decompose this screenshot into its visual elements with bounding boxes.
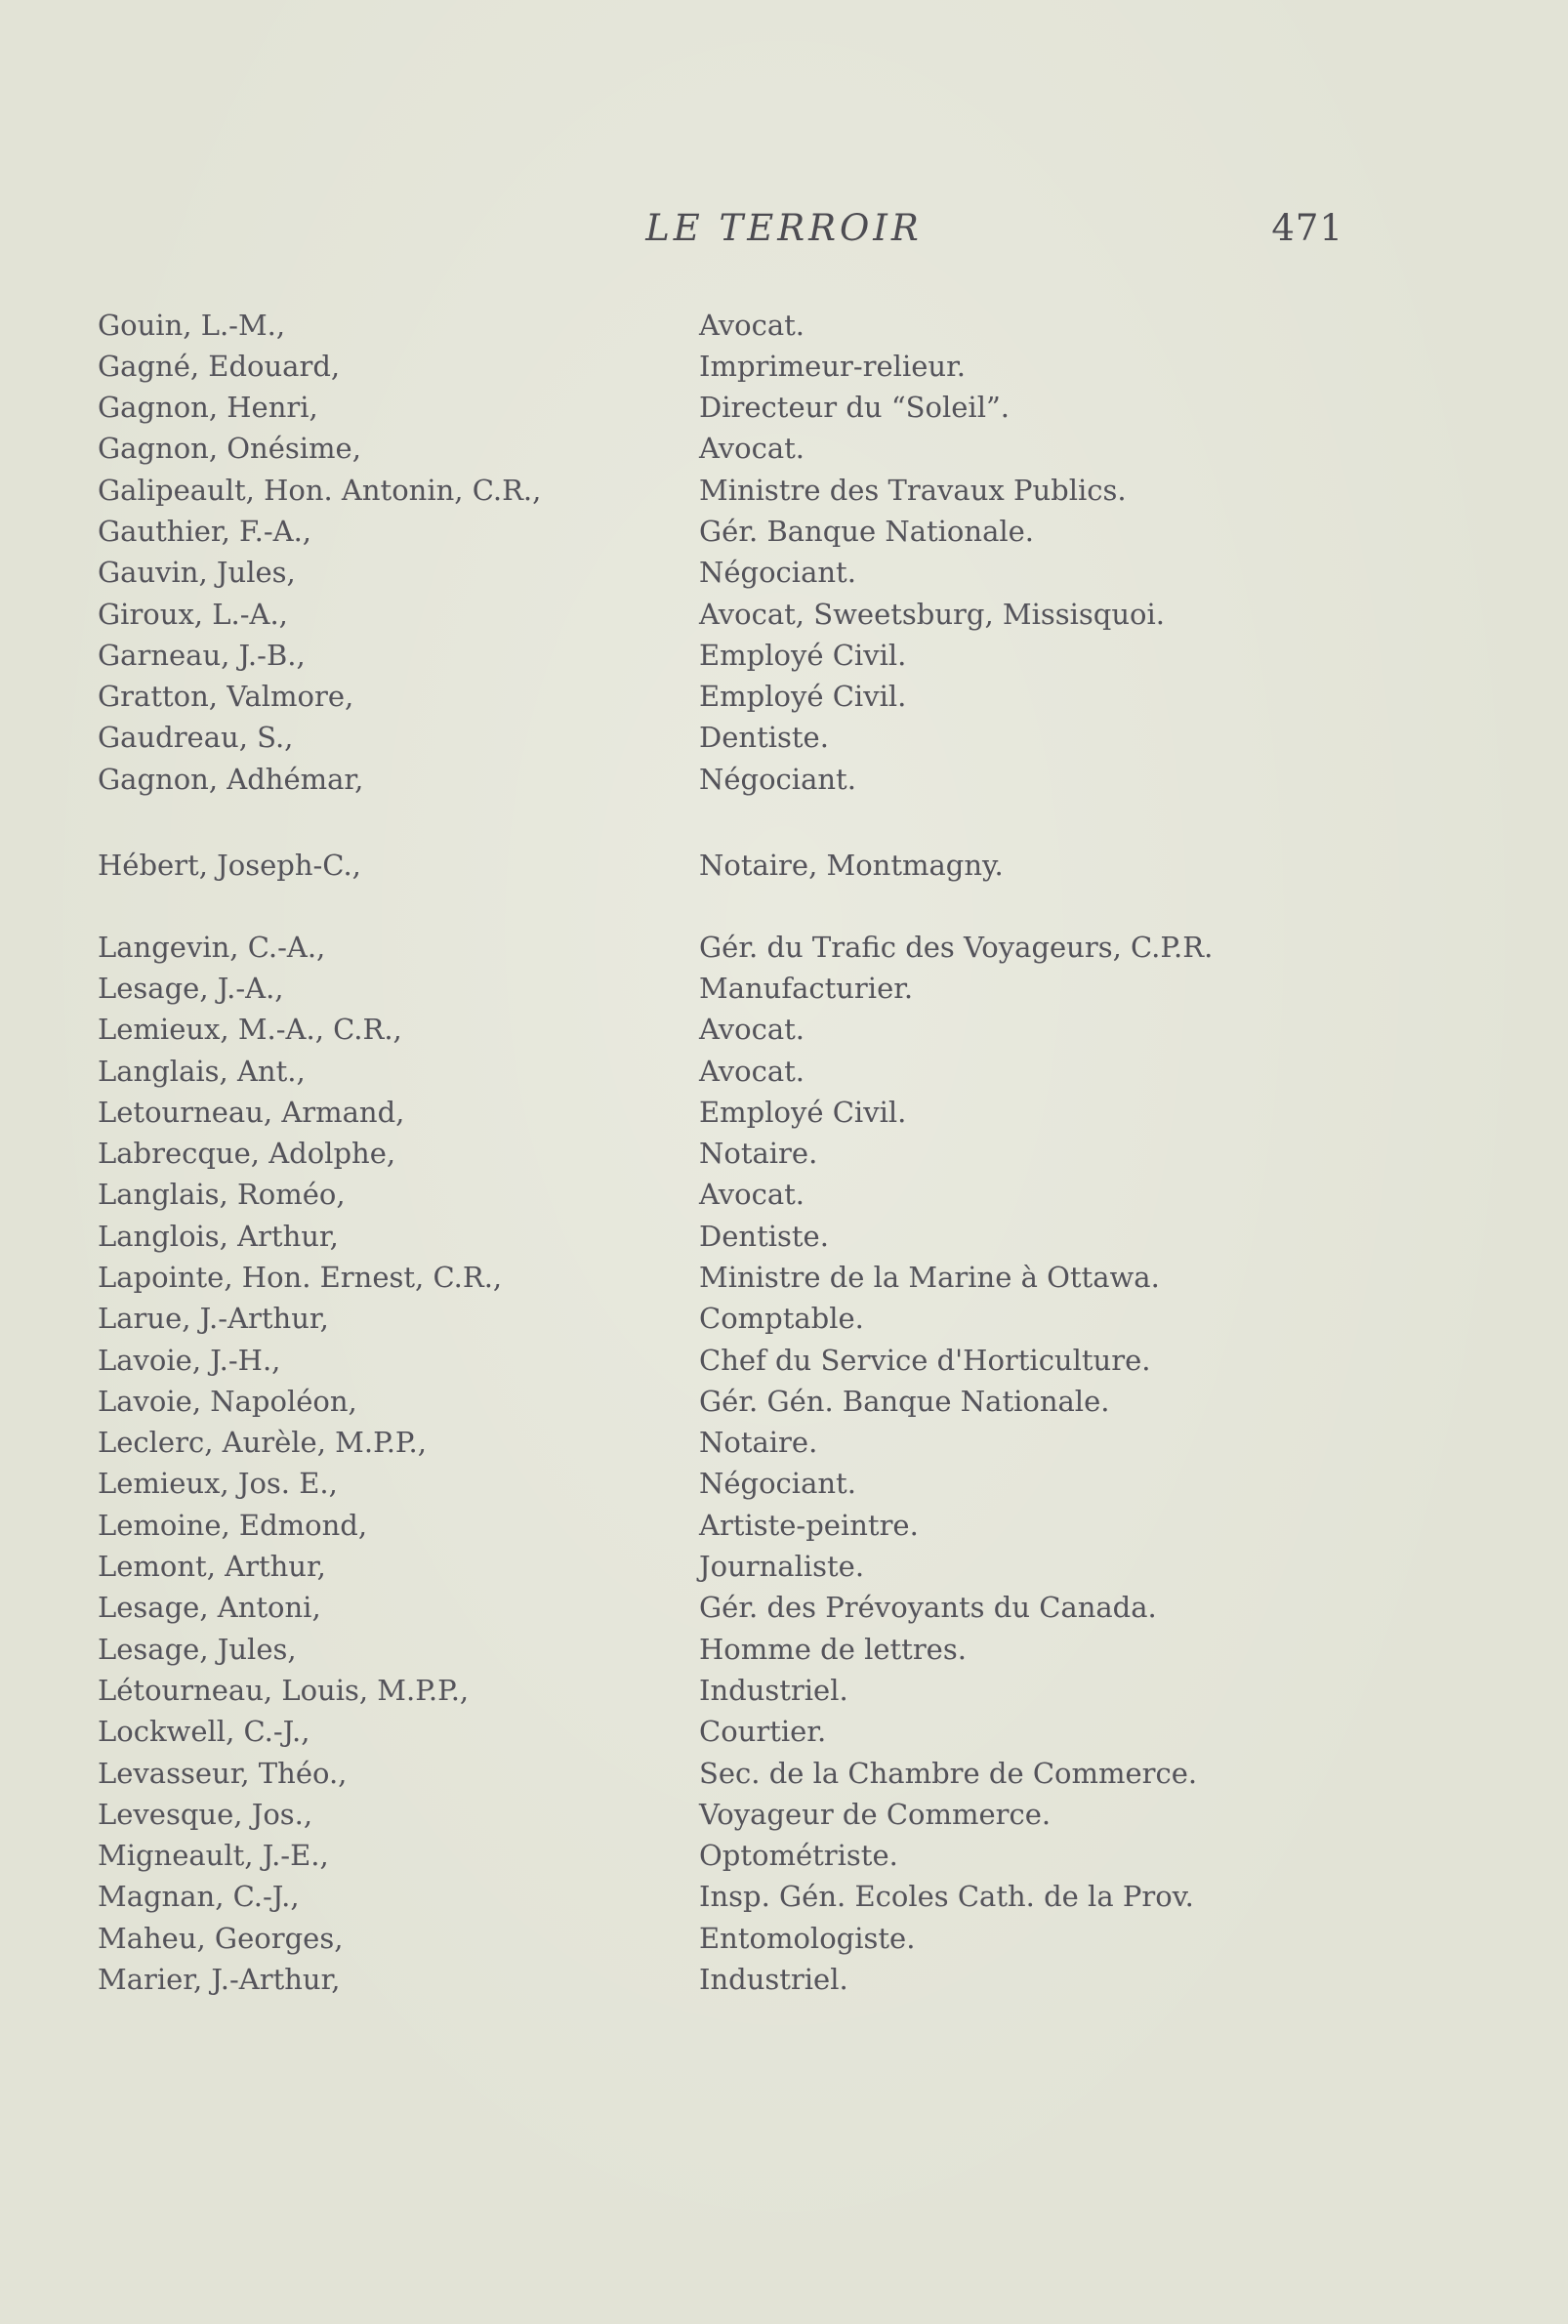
member-name: Gratton, Valmore,	[98, 680, 354, 713]
roster-entry	[0, 1670, 1568, 1711]
member-occupation: Avocat.	[699, 309, 805, 342]
member-occupation: Homme de lettres.	[699, 1633, 967, 1666]
roster-entry	[0, 1753, 1568, 1794]
roster-entry	[0, 1174, 1568, 1215]
member-occupation: Sec. de la Chambre de Commerce.	[699, 1757, 1198, 1790]
member-name: Gagnon, Henri,	[98, 391, 318, 424]
member-name: Langevin, C.-A.,	[98, 931, 326, 964]
roster-entry	[0, 1918, 1568, 1959]
roster-entry	[0, 594, 1568, 635]
member-occupation: Courtier.	[699, 1715, 827, 1748]
roster-entry	[0, 1794, 1568, 1835]
member-occupation: Ministre de la Marine à Ottawa.	[699, 1261, 1160, 1294]
member-occupation: Négociant.	[699, 1467, 856, 1500]
member-occupation: Avocat.	[699, 1178, 805, 1211]
roster-entry	[0, 1092, 1568, 1133]
member-occupation: Insp. Gén. Ecoles Cath. de la Prov.	[699, 1880, 1194, 1913]
member-occupation: Dentiste.	[699, 721, 829, 754]
roster-entry	[0, 635, 1568, 676]
roster-entry	[0, 717, 1568, 758]
member-name: Giroux, L.-A.,	[98, 598, 288, 631]
member-occupation: Notaire.	[699, 1426, 818, 1459]
member-occupation: Employé Civil.	[699, 680, 907, 713]
member-name: Marier, J.-Arthur,	[98, 1963, 341, 1996]
member-name: Maheu, Georges,	[98, 1922, 344, 1955]
member-name: Hébert, Joseph-C.,	[98, 849, 361, 882]
member-name: Lesage, Antoni,	[98, 1591, 321, 1624]
member-name: Gauvin, Jules,	[98, 556, 296, 589]
member-occupation: Voyageur de Commerce.	[699, 1798, 1052, 1831]
member-name: Garneau, J.-B.,	[98, 639, 306, 672]
roster-entry	[0, 1257, 1568, 1298]
roster-entry	[0, 927, 1568, 968]
member-occupation: Notaire.	[699, 1137, 818, 1170]
roster-entry	[0, 845, 1568, 886]
member-name: Labrecque, Adolphe,	[98, 1137, 396, 1170]
member-name: Gagnon, Onésime,	[98, 432, 361, 465]
roster-entry	[0, 1298, 1568, 1339]
roster-entry	[0, 1051, 1568, 1092]
member-name: Gauthier, F.-A.,	[98, 515, 312, 548]
member-name: Lockwell, C.-J.,	[98, 1715, 310, 1748]
member-occupation: Gér. des Prévoyants du Canada.	[699, 1591, 1157, 1624]
member-occupation: Manufacturier.	[699, 972, 914, 1005]
member-name: Lavoie, Napoléon,	[98, 1385, 357, 1418]
roster-entry	[0, 1009, 1568, 1050]
roster-entry	[0, 1505, 1568, 1546]
roster-entry	[0, 305, 1568, 346]
member-name: Gaudreau, S.,	[98, 721, 294, 754]
roster-entry	[0, 552, 1568, 593]
member-occupation: Négociant.	[699, 763, 856, 796]
roster-entry	[0, 1422, 1568, 1463]
member-name: Lesage, Jules,	[98, 1633, 297, 1666]
member-name: Langlais, Ant.,	[98, 1055, 306, 1088]
member-occupation: Ministre des Travaux Publics.	[699, 474, 1127, 507]
roster-entry	[0, 1381, 1568, 1422]
roster-entry	[0, 1876, 1568, 1917]
member-occupation: Gér. du Trafic des Voyageurs, C.P.R.	[699, 931, 1214, 964]
roster-entry	[0, 968, 1568, 1009]
member-occupation: Employé Civil.	[699, 1096, 907, 1129]
member-name: Levasseur, Théo.,	[98, 1757, 348, 1790]
member-name: Levesque, Jos.,	[98, 1798, 313, 1831]
member-occupation: Journaliste.	[699, 1550, 865, 1583]
member-name: Lavoie, J.-H.,	[98, 1344, 281, 1377]
member-name: Letourneau, Armand,	[98, 1096, 405, 1129]
member-name: Galipeault, Hon. Antonin, C.R.,	[98, 474, 542, 507]
member-occupation: Industriel.	[699, 1674, 848, 1707]
member-occupation: Avocat.	[699, 432, 805, 465]
member-name: Lemoine, Edmond,	[98, 1509, 368, 1542]
member-occupation: Notaire, Montmagny.	[699, 849, 1004, 882]
member-name: Langlais, Roméo,	[98, 1178, 346, 1211]
roster-entry	[0, 1711, 1568, 1752]
member-name: Langlois, Arthur,	[98, 1220, 339, 1253]
roster-entry	[0, 470, 1568, 511]
member-occupation: Artiste-peintre.	[699, 1509, 919, 1542]
member-name: Lesage, J.-A.,	[98, 972, 284, 1005]
member-occupation: Négociant.	[699, 556, 856, 589]
member-occupation: Entomologiste.	[699, 1922, 916, 1955]
roster-entry	[0, 428, 1568, 469]
member-occupation: Avocat.	[699, 1013, 805, 1046]
member-name: Lemont, Arthur,	[98, 1550, 326, 1583]
member-occupation: Gér. Gén. Banque Nationale.	[699, 1385, 1110, 1418]
roster-entry	[0, 1216, 1568, 1257]
roster-entry	[0, 346, 1568, 387]
roster-entry	[0, 676, 1568, 717]
member-name: Magnan, C.-J.,	[98, 1880, 300, 1913]
member-occupation: Chef du Service d'Horticulture.	[699, 1344, 1151, 1377]
roster-entry	[0, 1463, 1568, 1504]
member-occupation: Employé Civil.	[699, 639, 907, 672]
roster-entry	[0, 1835, 1568, 1876]
member-name: Létourneau, Louis, M.P.P.,	[98, 1674, 470, 1707]
member-name: Larue, J.-Arthur,	[98, 1302, 329, 1335]
member-name: Leclerc, Aurèle, M.P.P.,	[98, 1426, 427, 1459]
member-occupation: Industriel.	[699, 1963, 848, 1996]
member-occupation: Comptable.	[699, 1302, 864, 1335]
member-name: Lapointe, Hon. Ernest, C.R.,	[98, 1261, 503, 1294]
member-occupation: Optométriste.	[699, 1839, 898, 1872]
member-occupation: Directeur du “Soleil”.	[699, 391, 1011, 424]
roster-entry	[0, 1340, 1568, 1381]
member-name: Gagnon, Adhémar,	[98, 763, 364, 796]
member-name: Gouin, L.-M.,	[98, 309, 286, 342]
member-name: Lemieux, Jos. E.,	[98, 1467, 338, 1500]
member-occupation: Dentiste.	[699, 1220, 829, 1253]
member-occupation: Gér. Banque Nationale.	[699, 515, 1035, 548]
roster-entry	[0, 1629, 1568, 1670]
member-occupation: Avocat.	[699, 1055, 805, 1088]
running-header-title: LE TERROIR	[645, 207, 923, 249]
member-occupation: Avocat, Sweetsburg, Missisquoi.	[699, 598, 1165, 631]
roster-entry	[0, 1959, 1568, 2000]
member-name: Gagné, Edouard,	[98, 350, 341, 383]
roster-entry	[0, 1587, 1568, 1628]
roster-entry	[0, 759, 1568, 800]
page-number: 471	[1271, 207, 1343, 249]
member-name: Migneault, J.-E.,	[98, 1839, 329, 1872]
roster-entry	[0, 511, 1568, 552]
roster-entry	[0, 1133, 1568, 1174]
roster-entry	[0, 387, 1568, 428]
roster-entry	[0, 1546, 1568, 1587]
member-name: Lemieux, M.-A., C.R.,	[98, 1013, 402, 1046]
member-occupation: Imprimeur-relieur.	[699, 350, 966, 383]
